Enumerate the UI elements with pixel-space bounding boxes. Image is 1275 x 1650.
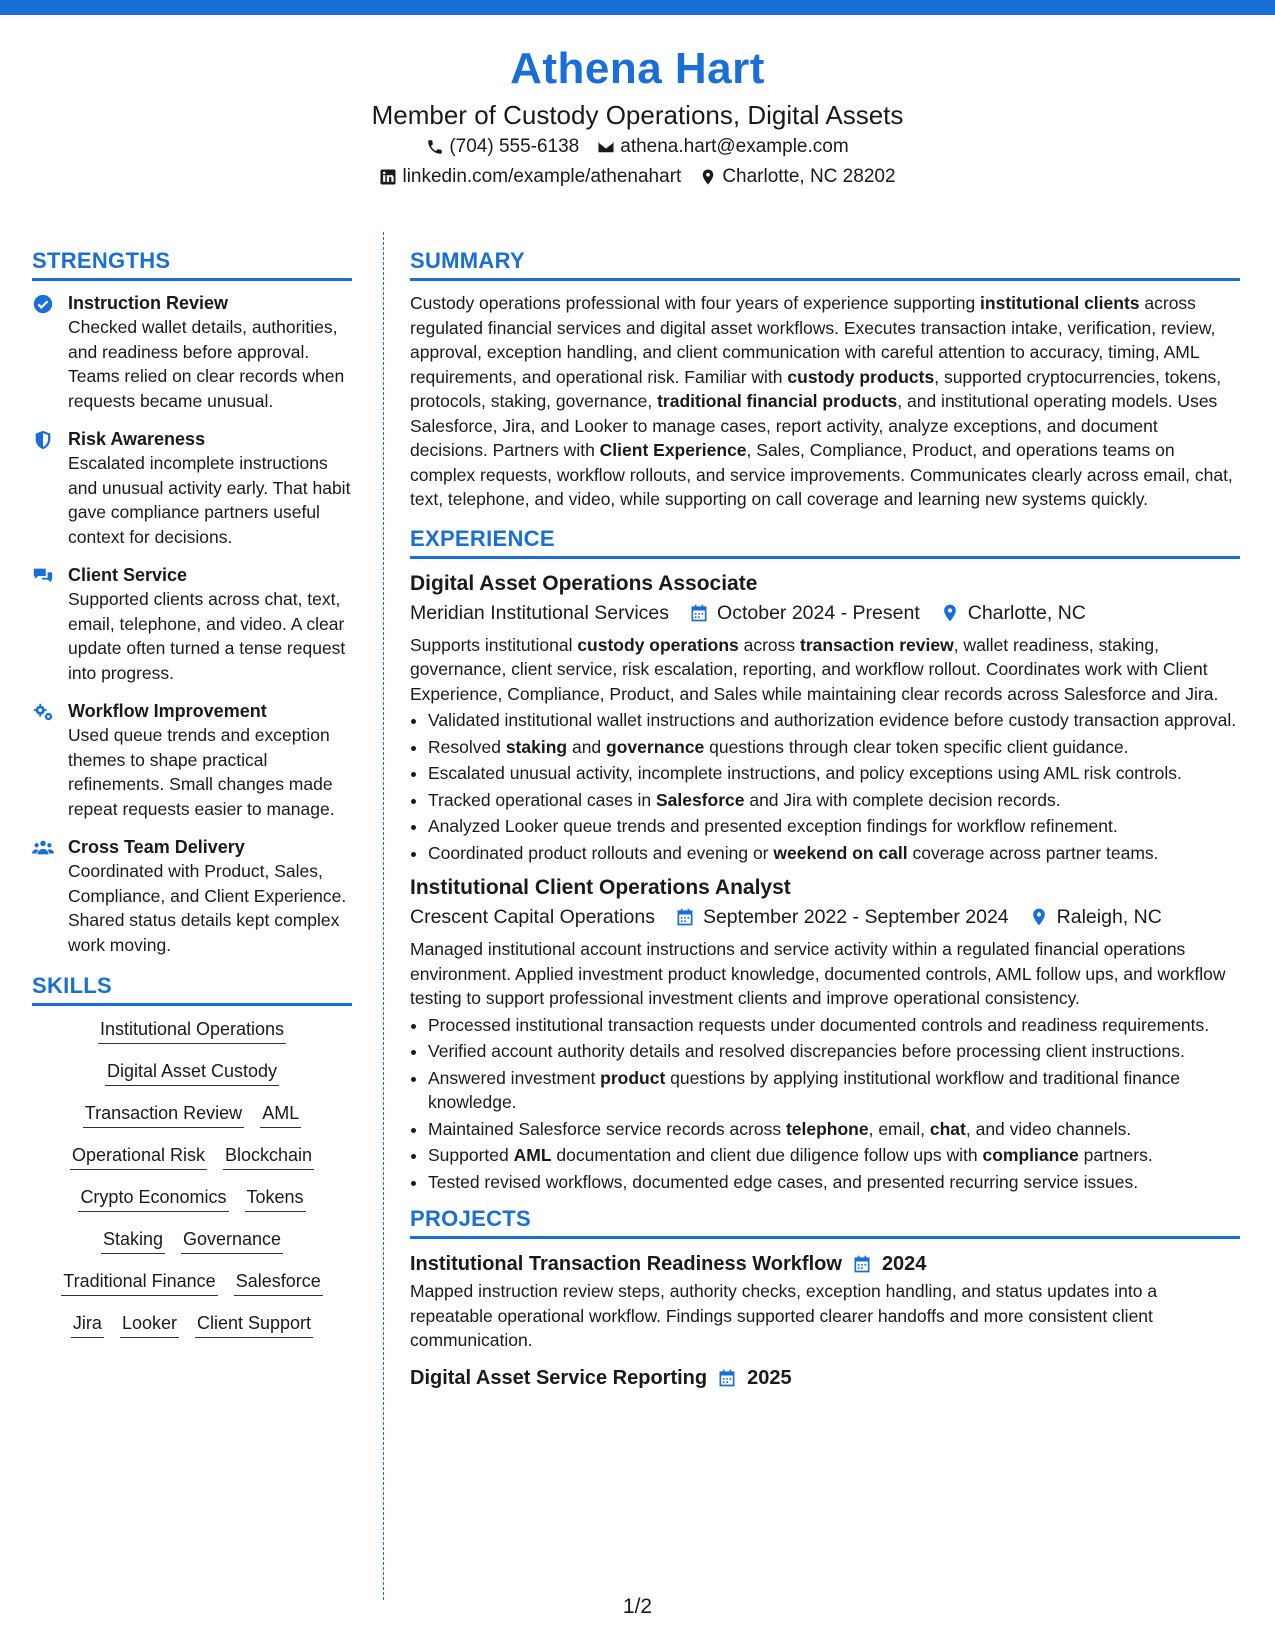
phone-contact [426,132,579,162]
text-segment: , email, [868,1118,930,1139]
strength-item [32,835,352,957]
skill-tag: Blockchain [223,1142,314,1170]
skill-tag: Staking [101,1226,165,1254]
text-segment: Resolved [428,736,506,757]
text-segment: Custody operations professional with four years of experience supporting [410,293,981,313]
strength-item [32,699,352,821]
skills-heading: SKILLS [32,971,352,1006]
bold-keyword: traditional financial products [657,391,898,411]
job-entry [410,569,1240,866]
calendar-icon [689,603,709,623]
skill-row [32,1142,352,1170]
skill-row [32,1058,352,1086]
skill-tag: Crypto Economics [78,1184,228,1212]
strength-title: Cross Team Delivery [68,837,245,857]
skill-row [32,1226,352,1254]
bold-keyword: custody products [787,366,935,387]
job-entry [410,873,1240,1194]
job-bullet [428,1039,1240,1064]
job-bullet [428,814,1240,839]
candidate-name: Athena Hart [510,44,765,93]
text-segment: , wallet readiness, staking, governance, client service, risk escalation, reporting, and workflow rollout. Coordinates work with Client Experience, Compliance, Product, and Sales while maintaining clear records across Salesforce and Jira. [410,634,1219,704]
text-segment: Supported [428,1145,514,1165]
contact-row-2 [0,162,1275,192]
text-segment: Tested revised workflows, documented edge cases, and presented recurring service issues. [428,1171,1139,1192]
calendar-icon [675,907,695,927]
right-column [410,246,1240,1393]
email-text: athena.hart@example.com [620,136,849,157]
text-segment: coverage across partner teams. [907,842,1159,863]
gears-icon [32,701,54,723]
job-bullet [428,788,1240,813]
project-year: 2025 [747,1366,792,1389]
resume-header [0,42,1275,192]
bold-keyword: Client Experience [599,440,747,460]
text-segment: , and video channels. [965,1118,1132,1139]
phone-text: (704) 555-6138 [449,136,580,157]
envelope-icon [597,138,615,156]
experience-heading: EXPERIENCE [410,524,1240,559]
text-segment: Answered investment [428,1067,601,1088]
job-dates [675,903,1009,931]
job-location-text: Raleigh, NC [1056,906,1162,928]
job-company: Crescent Capital Operations [410,906,655,928]
job-bullet [428,1117,1240,1142]
skills-list [32,1016,352,1338]
strength-icon-wrap [32,291,56,413]
candidate-title: Member of Custody Operations, Digital Assets [371,100,904,130]
column-divider [383,232,384,1600]
map-pin-icon [940,603,960,623]
text-segment: Analyzed Looker queue trends and presented exception findings for workflow refinement. [428,816,1118,836]
text-segment: questions through clear token specific client guidance. [704,736,1129,757]
team-icon [32,837,54,859]
shield-icon [32,429,54,451]
project-title-row [410,1363,1240,1393]
skill-tag: Tokens [245,1184,306,1212]
text-segment: Validated institutional wallet instructions and authorization evidence before custody transaction approval. [428,710,1237,730]
job-summary [410,937,1240,1011]
job-dates-text: September 2022 - September 2024 [702,906,1009,928]
top-accent-bar [0,0,1275,15]
job-location-text: Charlotte, NC [967,601,1086,624]
skill-row [32,1184,352,1212]
job-location [1029,903,1162,931]
project-title: Digital Asset Service Reporting [410,1366,708,1389]
location-text: Charlotte, NC 28202 [722,166,896,187]
strength-icon-wrap [32,427,56,549]
map-pin-icon [699,168,717,186]
strength-desc: Used queue trends and exception themes to shape practical refinements. Small changes made repeat requests easier to manage. [68,725,335,819]
bold-keyword: chat [929,1118,966,1139]
text-segment: Escalated unusual activity, incomplete instructions, and policy exceptions using AML risk controls. [428,763,1182,783]
job-bullet [428,841,1240,866]
summary-heading: SUMMARY [410,246,1240,281]
page-number: 1/2 [622,1595,653,1618]
bold-keyword: staking [505,736,568,757]
text-segment: documentation and client due diligence follow ups with [551,1145,983,1165]
project-title-row [410,1249,1240,1279]
skill-tag: Looker [120,1310,179,1338]
summary-text [410,291,1240,512]
text-segment: , Sales, Compliance, Product, and operations teams on complex requests, workflow rollouts, and service improvements. Communicates clearly across email, chat, text, telephone, and video, while supporting on call coverage and learning new systems quickly. [410,440,1233,509]
strength-item [32,563,352,685]
bold-keyword: weekend on call [773,842,908,863]
experience-list [410,569,1240,1195]
map-pin-icon [1029,907,1049,927]
phone-icon [426,138,444,156]
job-bullet [428,1066,1240,1115]
chat-bubbles-icon [32,565,54,587]
job-bullet [428,761,1240,786]
job-title: Digital Asset Operations Associate [410,571,758,595]
linkedin-contact[interactable] [379,162,681,192]
job-bullet [428,1013,1240,1038]
skill-tag: Digital Asset Custody [105,1058,279,1086]
bold-keyword: telephone [785,1118,869,1139]
strength-icon-wrap [32,699,56,821]
text-segment: across [738,634,801,655]
location-contact [699,162,895,192]
email-contact[interactable] [597,132,848,162]
strength-title: Instruction Review [68,293,229,313]
job-title: Institutional Client Operations Analyst [410,876,791,899]
skill-row [32,1268,352,1296]
job-company: Meridian Institutional Services [410,601,670,624]
strength-body [68,699,352,821]
project-year: 2024 [881,1253,927,1275]
strength-item [32,291,352,413]
bold-keyword: Salesforce [655,789,745,810]
strength-title: Client Service [68,565,188,585]
bold-keyword: transaction review [800,634,954,655]
skill-tag: Institutional Operations [98,1016,286,1044]
project-title: Institutional Transaction Readiness Workflow [410,1253,842,1275]
skill-tag: Client Support [195,1310,313,1338]
text-segment: , supported cryptocurrencies, tokens, protocols, staking, governance, [410,366,1222,411]
skill-tag: Operational Risk [70,1142,207,1170]
calendar-icon [852,1254,872,1274]
job-bullet [428,708,1240,733]
skill-tag: Governance [181,1226,283,1254]
projects-list [410,1249,1240,1393]
job-bullets [410,708,1240,865]
calendar-icon [717,1368,737,1388]
skill-tag: Salesforce [234,1268,323,1296]
strength-desc: Checked wallet details, authorities, and readiness before approval. Teams relied on clear records when requests became unusual. [68,317,345,411]
linkedin-icon [379,168,397,186]
bold-keyword: product [600,1067,666,1088]
job-dates-text: October 2024 - Present [717,601,920,624]
strength-body [68,563,352,685]
job-bullet [428,1170,1240,1195]
text-segment: partners. [1078,1145,1153,1165]
bold-keyword: compliance [982,1145,1079,1165]
text-segment: questions by applying institutional workflow and traditional finance knowledge. [428,1067,1180,1112]
bold-keyword: AML [513,1145,552,1165]
job-bullet [428,735,1240,760]
strength-body [68,291,352,413]
strength-icon-wrap [32,835,56,957]
skill-row [32,1310,352,1338]
text-segment: and [567,736,607,757]
skill-tag: Transaction Review [83,1100,244,1128]
job-meta [410,903,1240,931]
linkedin-text: linkedin.com/example/athenahart [402,166,682,187]
strength-desc: Supported clients across chat, text, email, telephone, and video. A clear update often turned a tense request into progress. [68,589,346,683]
text-segment: Tracked operational cases in [428,789,656,810]
text-segment: Managed institutional account instructions and service activity within a regulated financial operations environment. Applied investment product knowledge, documented controls, AML follow ups, and workflow testing to support professional investment clients and improve operational consistency. [410,939,1226,1008]
text-segment: Processed institutional transaction requests under documented controls and readiness requirements. [428,1014,1210,1035]
skill-row [32,1016,352,1044]
job-bullet [428,1143,1240,1168]
job-location [940,599,1086,627]
contact-row-1 [0,132,1275,162]
left-column [32,246,352,1352]
strength-title: Risk Awareness [68,429,206,449]
job-meta [410,599,1240,627]
text-segment: across regulated financial services and digital asset workflows. Executes transaction intake, verification, review, approval, exception handling, and client communication with careful attention to accuracy, timing, AML requirements, and operational risk. Familiar with [410,293,1216,387]
skill-tag: Jira [71,1310,104,1338]
strength-title: Workflow Improvement [68,701,267,721]
bold-keyword: governance [606,736,705,757]
job-bullets [410,1013,1240,1195]
skill-tag: AML [260,1100,301,1128]
project-desc: Mapped instruction review steps, authority checks, exception handling, and status updates into a repeatable operational workflow. Findings supported clearer handoffs and more consistent client communication. [410,1281,1158,1350]
job-summary [410,633,1240,707]
text-segment: , and institutional operating models. Uses Salesforce, Jira, and Looker to manage cases, report activity, analyze exceptions, and document decisions. Partners with [410,391,1218,460]
strengths-list [32,291,352,957]
strength-body [68,835,352,957]
text-segment: Maintained Salesforce service records across [428,1118,786,1139]
skill-tag: Traditional Finance [61,1268,217,1296]
strength-desc: Escalated incomplete instructions and unusual activity early. That habit gave compliance partners useful context for decisions. [68,453,351,547]
strength-body [68,427,352,549]
strength-icon-wrap [32,563,56,685]
text-segment: Verified account authority details and resolved discrepancies before processing client instructions. [428,1041,1185,1061]
job-dates [689,599,920,627]
skill-row [32,1100,352,1128]
strength-desc: Coordinated with Product, Sales, Compliance, and Client Experience. Shared status details kept complex work moving. [68,861,347,955]
bold-keyword: custody operations [577,634,739,655]
bold-keyword: institutional clients [980,293,1140,313]
check-badge-icon [32,293,54,315]
strengths-heading: STRENGTHS [32,246,352,281]
text-segment: Supports institutional [410,634,578,655]
strength-item [32,427,352,549]
text-segment: Coordinated product rollouts and evening or [428,842,774,863]
projects-heading: PROJECTS [410,1204,1240,1239]
text-segment: and Jira with complete decision records. [744,789,1061,810]
